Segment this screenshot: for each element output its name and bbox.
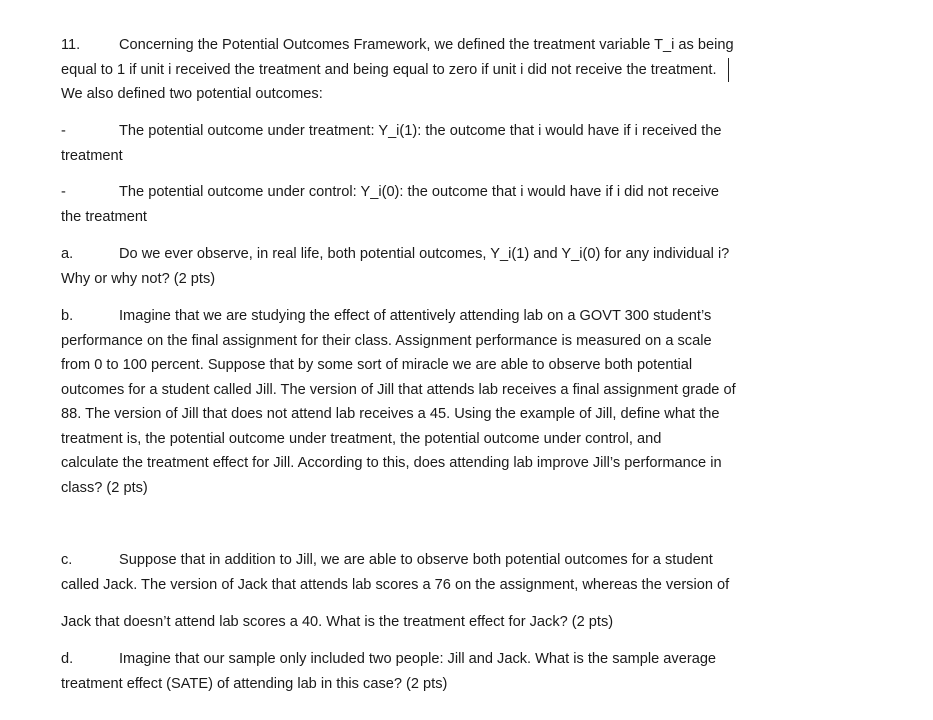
part-label: b. bbox=[61, 308, 74, 324]
text-line: c. Suppose that in addition to Jill, we are able to observe both potential outcomes for a student bbox=[61, 548, 841, 573]
text-line: outcomes for a student called Jill. The version of Jill that attends lab receives a final assignment grade of bbox=[61, 381, 736, 398]
bullet-marker: - bbox=[61, 184, 66, 200]
text-line: d. Imagine that our sample only included two people: Jill and Jack. What is the sample average bbox=[61, 647, 841, 672]
part-label: d. bbox=[61, 651, 74, 667]
question-11-intro bbox=[61, 33, 841, 107]
part-c-continuation bbox=[61, 610, 841, 635]
text-line: called Jack. The version of Jack that attends lab scores a 76 on the assignment, whereas the version of bbox=[61, 576, 730, 593]
text-cursor bbox=[728, 58, 729, 82]
text-line: 88. The version of Jill that does not attend lab receives a 45. Using the example of Jill, define what the bbox=[61, 406, 720, 422]
text-line: calculate the treatment effect for Jill. According to this, does attending lab improve Jill’s performance in bbox=[61, 455, 722, 471]
part-b bbox=[61, 304, 841, 500]
part-a bbox=[61, 242, 841, 291]
text-line: Why or why not? (2 pts) bbox=[61, 270, 216, 287]
bullet-outcome-control bbox=[61, 180, 841, 229]
text-line: - The potential outcome under treatment: Y_i(1): the outcome that i would have if i received the bbox=[61, 119, 841, 144]
text-line: treatment bbox=[61, 147, 123, 164]
text-line: class? (2 pts) bbox=[61, 479, 148, 496]
part-label: a. bbox=[61, 246, 74, 262]
part-c bbox=[61, 548, 841, 597]
text-line: equal to 1 if unit i received the treatment and being equal to zero if unit i did not receive the treatment. bbox=[61, 61, 717, 78]
text-line: from 0 to 100 percent. Suppose that by some sort of miracle we are able to observe both potential bbox=[61, 357, 693, 373]
text-line: treatment is, the potential outcome under treatment, the potential outcome under control, and bbox=[61, 430, 662, 447]
text-line: 11. Concerning the Potential Outcomes Framework, we defined the treatment variable T_i as being bbox=[61, 33, 841, 58]
question-number: 11. bbox=[61, 37, 81, 53]
text-line: the treatment bbox=[61, 208, 147, 225]
part-label: c. bbox=[61, 552, 73, 568]
part-d bbox=[61, 647, 841, 696]
text-line: b. Imagine that we are studying the effect of attentively attending lab on a GOVT 300 student’s bbox=[61, 304, 841, 329]
text-line: - The potential outcome under control: Y_i(0): the outcome that i would have if i did not receive bbox=[61, 180, 841, 205]
text-line: treatment effect (SATE) of attending lab in this case? (2 pts) bbox=[61, 675, 448, 692]
text-line: We also defined two potential outcomes: bbox=[61, 86, 323, 102]
text-line: Jack that doesn’t attend lab scores a 40. What is the treatment effect for Jack? (2 pts) bbox=[61, 614, 614, 630]
bullet-marker: - bbox=[61, 123, 66, 139]
bullet-outcome-treatment bbox=[61, 119, 841, 168]
text-line: a. Do we ever observe, in real life, both potential outcomes, Y_i(1) and Y_i(0) for any individual i? bbox=[61, 242, 841, 267]
text-line: performance on the final assignment for their class. Assignment performance is measured on a scale bbox=[61, 332, 712, 349]
